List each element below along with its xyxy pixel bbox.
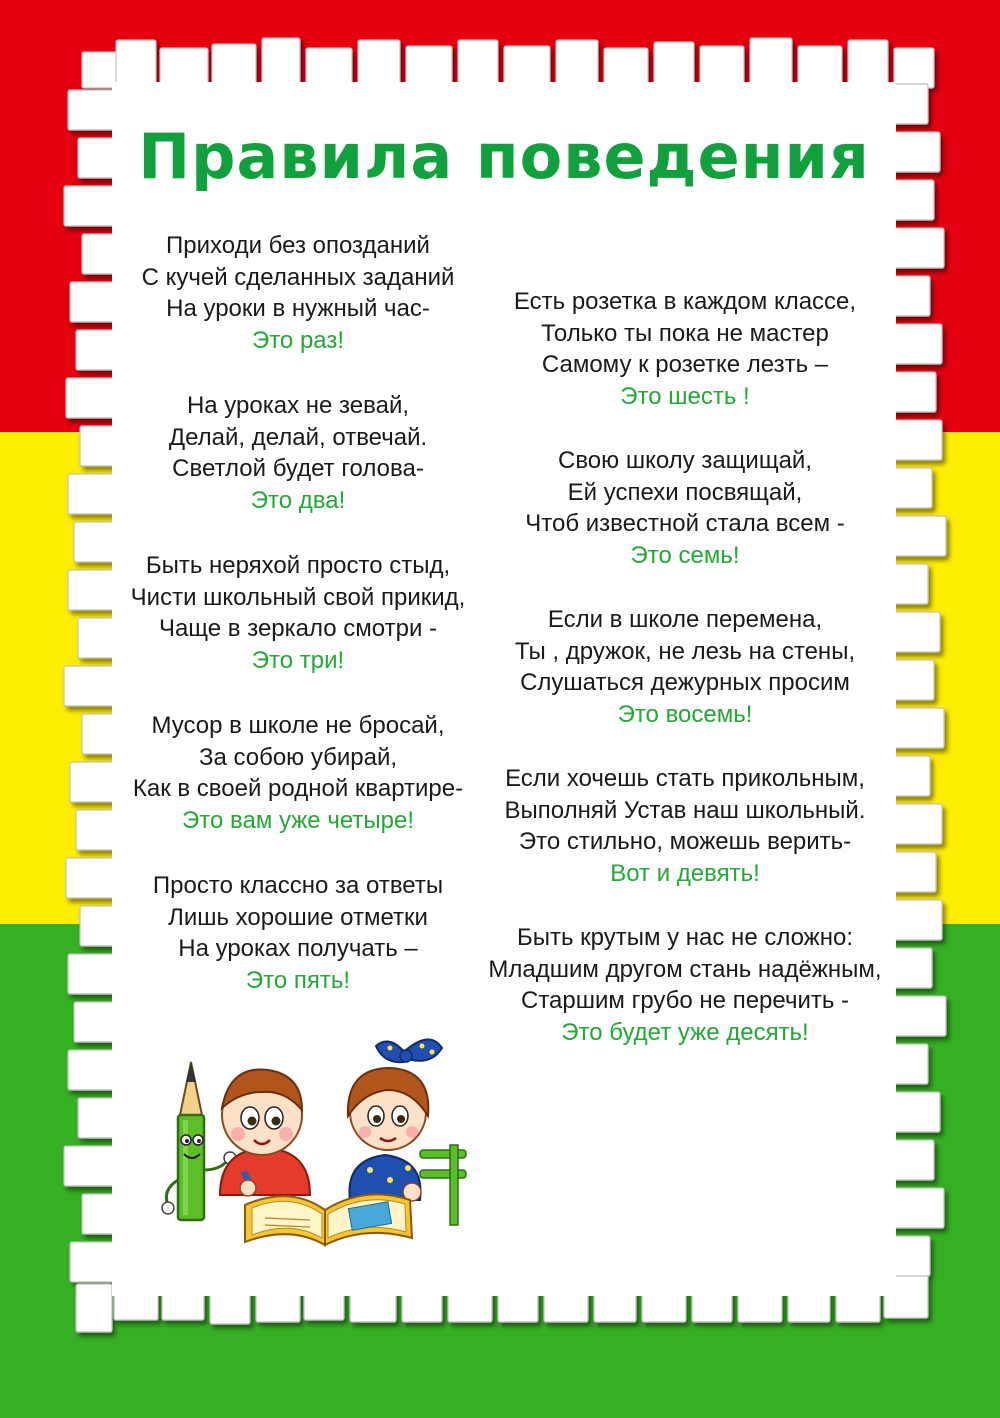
frame-brick	[116, 40, 156, 88]
rule-number-line: Это вам уже четыре!	[182, 806, 414, 834]
rule-line: На уроках получать –	[178, 935, 418, 962]
rule-stanza	[112, 550, 484, 676]
rule-number-line: Это семь!	[630, 541, 740, 569]
rule-stanza	[112, 870, 484, 996]
rule-number-line: Это восемь!	[617, 700, 753, 728]
rule-number-line: Вот и девять!	[610, 859, 760, 887]
rule-line: Светлой будет голова-	[172, 455, 424, 482]
rule-line: Просто классно за ответы	[152, 872, 444, 899]
rules-right-column	[470, 286, 900, 1081]
rule-line: На уроки в нужный час-	[166, 295, 430, 322]
boy-icon	[220, 1069, 310, 1196]
rule-line: Слушаться дежурных просим	[520, 669, 850, 696]
rule-number-line: Это пять!	[245, 966, 351, 994]
rule-line: Лишь хорошие отметки	[168, 903, 428, 931]
rule-line: Быть крутым у нас не сложно:	[516, 924, 854, 951]
rule-line: Как в своей родной квартире-	[132, 775, 464, 802]
pencil-character-icon	[162, 1062, 236, 1220]
rule-line: Это стильно, можешь верить-	[518, 828, 852, 855]
rule-line: Выполняй Устав наш школьный.	[504, 796, 866, 824]
rule-line: Только ты пока не мастер	[541, 319, 829, 347]
rule-number-line: Это будет уже десять!	[561, 1018, 809, 1046]
rule-line: На уроках не зевай,	[186, 392, 410, 419]
rule-line: Младшим другом стань надёжным,	[488, 955, 882, 983]
rule-stanza	[470, 286, 900, 412]
rule-line: Ты , дружок, не лезь на стены,	[514, 637, 856, 665]
rule-line: Приходи без опозданий	[166, 232, 430, 259]
rule-number-line: Это два!	[250, 486, 346, 514]
chair-icon	[420, 1145, 466, 1225]
rule-stanza	[470, 922, 900, 1048]
rules-left-column	[112, 230, 484, 1030]
rule-stanza	[470, 763, 900, 889]
rule-line: Делай, делай, отвечай.	[168, 423, 428, 451]
open-book-icon	[245, 1194, 412, 1245]
rule-stanza	[112, 390, 484, 516]
rule-number-line: Это раз!	[251, 326, 345, 354]
frame-brick	[76, 1284, 112, 1332]
rule-line: Есть розетка в каждом классе,	[513, 288, 857, 315]
rule-line: Если в школе перемена,	[547, 606, 823, 633]
rule-line: Если хочешь стать прикольным,	[505, 765, 865, 792]
frame-brick	[262, 38, 300, 88]
rule-line: С кучей сделанных заданий	[141, 263, 455, 291]
rule-line: Чтоб известной стала всем -	[525, 510, 845, 537]
rule-line: Быть неряхой просто стыд,	[145, 552, 451, 579]
rule-number-line: Это три!	[251, 646, 345, 674]
frame-brick	[556, 40, 598, 88]
rule-line: Ей успехи посвящай,	[567, 478, 803, 506]
rule-line: Самому к розетке лезть –	[541, 351, 829, 378]
rule-stanza	[470, 604, 900, 730]
frame-brick	[458, 40, 498, 88]
rule-number-line: Это шесть !	[620, 382, 750, 410]
rule-line: Мусор в школе не бросай,	[151, 712, 445, 739]
frame-brick	[894, 48, 934, 88]
rule-stanza	[112, 710, 484, 836]
frame-brick	[358, 40, 400, 88]
children-reading-book-icon	[150, 1020, 490, 1250]
rule-line: За собою убирай,	[198, 743, 398, 771]
rule-line: Чисти школьный свой прикид,	[130, 583, 466, 611]
rule-line: Чаще в зеркало смотри -	[158, 615, 438, 642]
rule-stanza	[112, 230, 484, 356]
frame-brick	[750, 38, 792, 88]
rule-line: Старшим грубо не перечить -	[520, 987, 850, 1014]
rule-stanza	[470, 445, 900, 571]
rule-line: Свою школу защищай,	[557, 447, 812, 474]
frame-brick	[848, 40, 888, 88]
page-title: Правила поведения	[138, 120, 870, 193]
